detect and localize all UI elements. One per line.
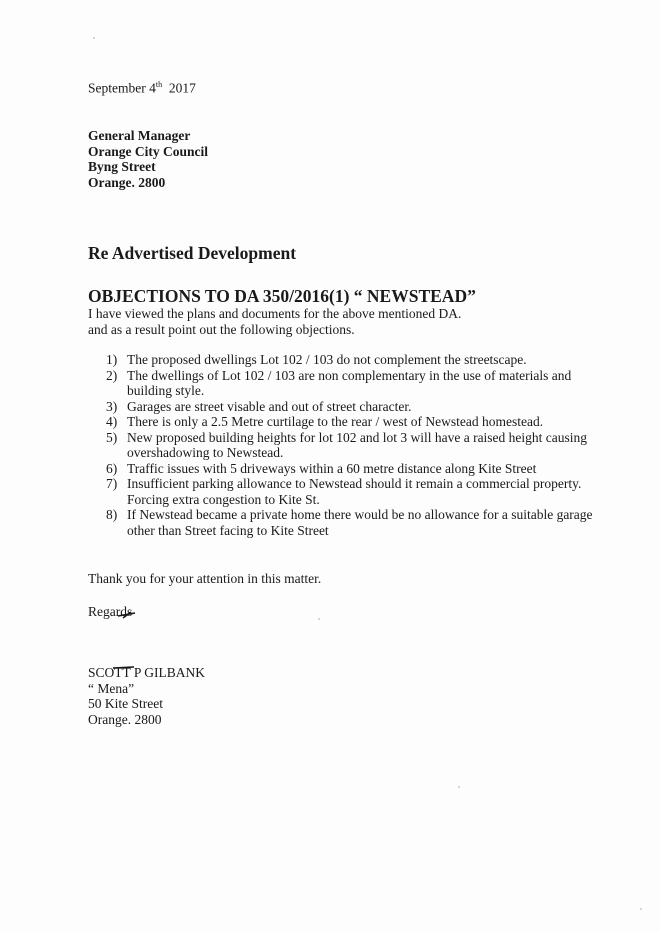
objection-text: Insufficient parking allowance to Newstead should it remain a commercial property. Forcing extra congestion to Kite St. bbox=[127, 476, 582, 507]
objection-text: Garages are street visable and out of street character. bbox=[127, 398, 412, 414]
objection-number: 6) bbox=[106, 460, 118, 476]
sender-line: Orange. 2800 bbox=[88, 711, 162, 727]
objection-text: The proposed dwellings Lot 102 / 103 do not complement the streetscape. bbox=[127, 352, 527, 367]
objection-text: There is only a 2.5 Metre curtilage to the rear / west of Newstead homestead. bbox=[127, 414, 544, 429]
objection-number: 8) bbox=[106, 507, 118, 522]
objection-item bbox=[0, 430, 607, 461]
objection-number: 4) bbox=[106, 414, 118, 429]
scan-speck bbox=[318, 618, 320, 620]
sender-line: SCOTT P GILBANK bbox=[88, 665, 206, 680]
objection-text: The dwellings of Lot 102 / 103 are non complementary in the use of materials and building style. bbox=[127, 367, 572, 398]
date-year: 2017 bbox=[168, 80, 196, 96]
scan-speck bbox=[458, 786, 460, 788]
signature-scribble-icon bbox=[117, 609, 137, 619]
addressee-line: Orange. 2800 bbox=[88, 174, 166, 190]
addressee-line: Byng Street bbox=[88, 159, 156, 174]
objection-item bbox=[0, 507, 607, 538]
objection-item bbox=[0, 399, 607, 415]
objection-item bbox=[0, 461, 607, 477]
addressee-block bbox=[88, 128, 208, 190]
scan-speck bbox=[640, 908, 642, 910]
sender-block bbox=[88, 665, 205, 727]
letter-subject: OBJECTIONS TO DA 350/2016(1) “ NEWSTEAD” bbox=[88, 286, 476, 306]
objection-number: 7) bbox=[106, 476, 118, 491]
sender-line: 50 Kite Street bbox=[88, 696, 163, 711]
objection-item bbox=[0, 476, 607, 507]
date-month-day: September 4 bbox=[88, 80, 156, 96]
intro-line: I have viewed the plans and documents for the above mentioned DA. bbox=[88, 306, 462, 321]
addressee-line: General Manager bbox=[88, 128, 191, 143]
objection-item bbox=[0, 368, 607, 399]
closing-line: Thank you for your attention in this matter. bbox=[88, 571, 322, 586]
name-scribble-icon bbox=[112, 665, 136, 673]
objection-number: 1) bbox=[106, 352, 118, 367]
sender-line: “ Mena” bbox=[88, 680, 135, 696]
addressee-line: Orange City Council bbox=[88, 143, 208, 159]
scan-speck bbox=[93, 37, 95, 39]
objections-list bbox=[0, 352, 660, 538]
intro-paragraph bbox=[88, 306, 461, 338]
objection-number: 5) bbox=[106, 429, 118, 445]
letter-heading: Re Advertised Development bbox=[88, 243, 297, 263]
objection-text: If Newstead became a private home there would be no allowance for a suitable garage other than Street facing to Kite Street bbox=[127, 507, 593, 538]
regards-line: Regards bbox=[88, 604, 133, 619]
objection-number: 3) bbox=[106, 398, 118, 414]
objection-item bbox=[0, 352, 607, 368]
objection-item bbox=[0, 414, 607, 430]
objection-text: Traffic issues with 5 driveways within a 60 metre distance along Kite Street bbox=[127, 460, 537, 476]
intro-line: and as a result point out the following objections. bbox=[88, 322, 355, 337]
letter-date bbox=[88, 80, 196, 97]
objection-number: 2) bbox=[106, 367, 118, 383]
date-suffix: th bbox=[155, 80, 163, 89]
objection-text: New proposed building heights for lot 102 and lot 3 will have a raised height causing overshadowing to Newstead. bbox=[127, 429, 588, 460]
